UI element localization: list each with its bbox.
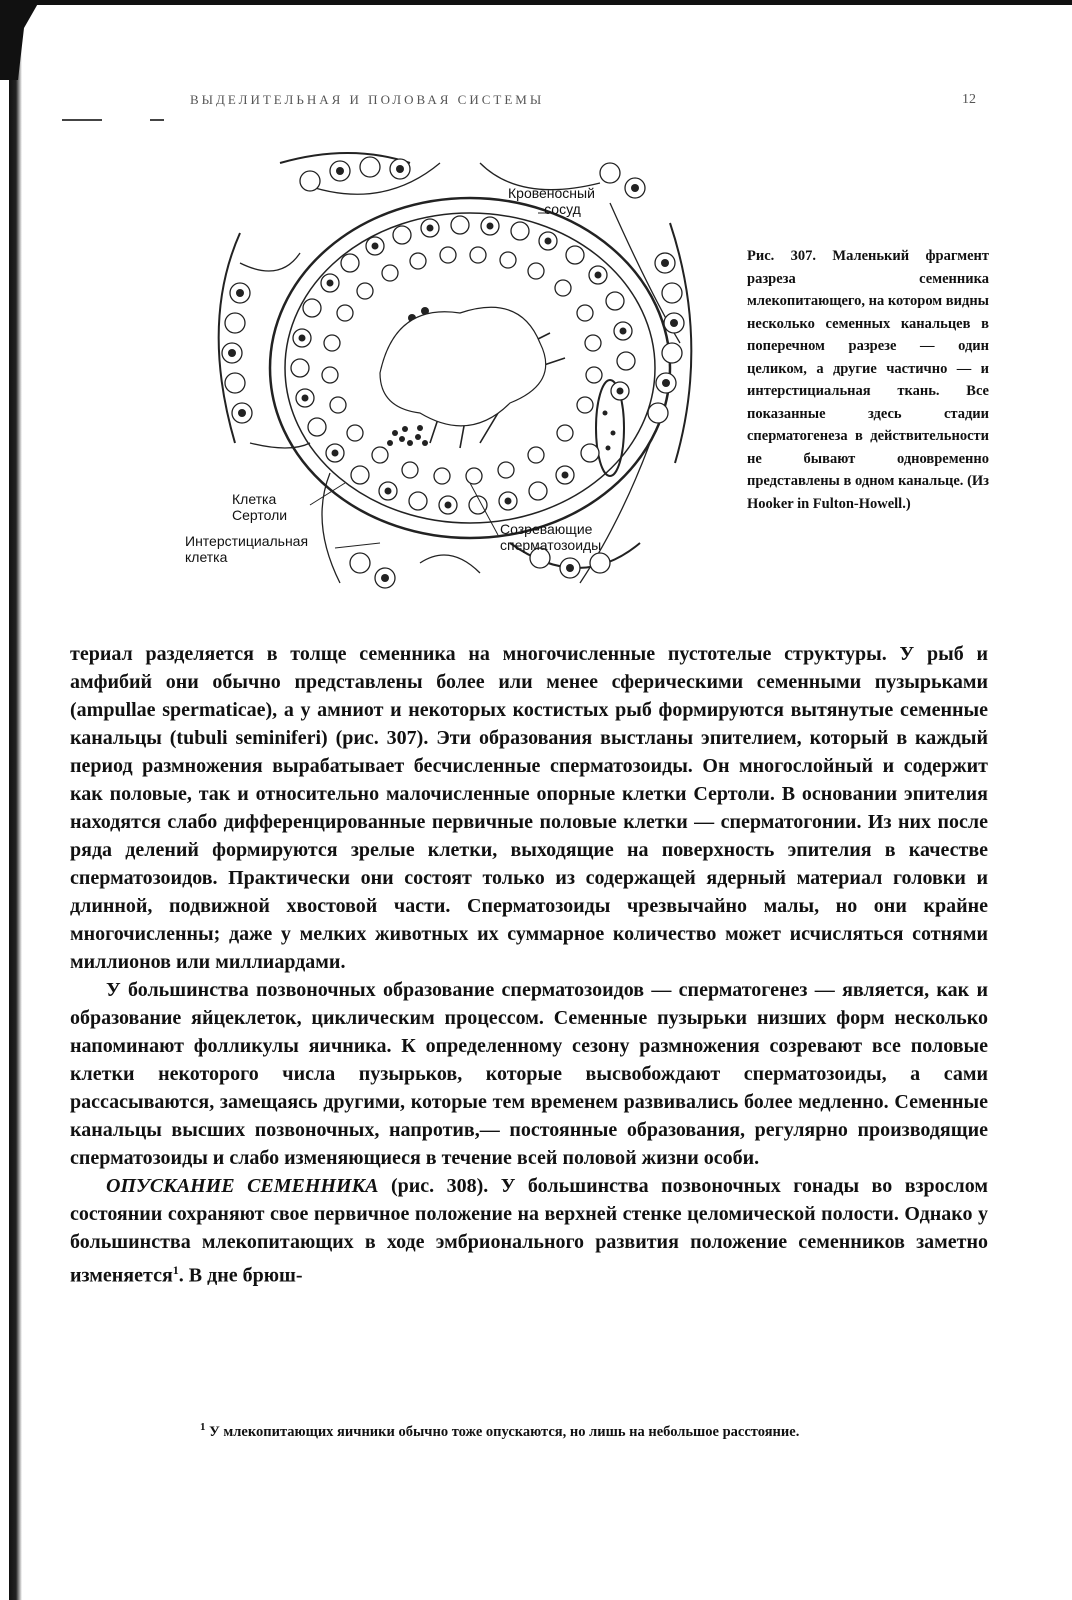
label-line: Клетка — [232, 491, 277, 507]
germ-cell — [470, 247, 486, 263]
label-line: Сертоли — [232, 507, 288, 523]
germ-cell — [648, 403, 668, 423]
scan-border-top — [0, 0, 1072, 5]
germ-cell — [357, 283, 373, 299]
germ-cell — [291, 359, 309, 377]
germ-cell — [617, 352, 635, 370]
germ-cell — [581, 444, 599, 462]
label-line: Интерстициальная — [185, 533, 309, 549]
term: сперматогенез — [678, 979, 808, 1001]
label-blood-vessel — [508, 185, 595, 217]
germ-cell — [372, 447, 388, 463]
germ-cell — [577, 305, 593, 321]
figure-testis-section — [180, 143, 720, 603]
connective-fiber — [250, 443, 310, 448]
footnote-text: У млекопитающих яичники обычно тоже опускаются, но лишь на небольшое расстояние. — [209, 1423, 800, 1440]
germ-cell — [590, 553, 610, 573]
germ-cell — [225, 313, 245, 333]
label-line: клетка — [185, 549, 228, 565]
germ-cell — [466, 468, 482, 484]
germ-cell — [341, 254, 359, 272]
germ-cell — [500, 252, 516, 268]
germ-cell — [528, 263, 544, 279]
footnote-ref: 1 — [172, 1263, 179, 1277]
germ-cell — [434, 468, 450, 484]
running-head: ВЫДЕЛИТЕЛЬНАЯ И ПОЛОВАЯ СИСТЕМЫ — [190, 92, 545, 107]
footnote — [200, 1416, 990, 1443]
germ-cell — [662, 283, 682, 303]
paragraph: ОПУСКАНИЕ СЕМЕННИКА (рис. 308). У большинства позвоночных гонады во взрослом состоянии сохраняют свое первичное положение на верхней стенке целомической полости. Однако у большинства млекопитающих в ходе эмбрионального развития положение семенников заметно изменяется$^1$. В дне брюш- — [70, 1175, 988, 1287]
caption-number: Рис. 307. — [747, 248, 817, 264]
paragraph: У большинства позвоночных образование сперматозоидов — сперматогенез — является, как и образование яйцеклеток, циклическим процессом. Семенные пузырьки низших форм несколько напоминают фолликулы яичника. К определенному сезону размножения созревают все половые клетки некоторого числа пузырьков, которые высвобождают сперматозоиды, а сами рассасываются, замещаясь другими, которые тем временем развивались более медленно. Семенные канальцы высших позвоночных, напротив,— постоянные образования, регулярно производящие сперматозоиды и слабо изменяющиеся в течение всей половой жизни особи. — [70, 979, 988, 1169]
germ-cell — [402, 462, 418, 478]
term: семенные канальцы — [70, 699, 988, 749]
germ-cell — [440, 247, 456, 263]
footnote-mark: 1 — [200, 1421, 206, 1433]
label-line: сперматозоиды — [500, 537, 602, 553]
paragraph: териал разделяется в толще семенника на многочисленные пустотелые структуры. У рыб и амфибий они обычно представлены более или менее сферическими семенными пузырьками (ampullae spermaticae), а у амниот и некоторых костистых рыб формируются вытянутые семенные канальцы (tubuli seminiferi) (рис. 307). Эти образования выстланы эпителием, который в каждый период размножения вырабатывает бесчисленные сперматозоиды. Он многослойный и содержит как половые, так и относительно малочисленные опорные клетки Сертоли. В основании эпителия находятся слабо дифференцированные первичные половые клетки — сперматогонии. Из них после ряда делений формируются зрелые клетки, выходящие на поверхность эпителия в качестве сперматозоидов. Практически они состоят только из содержащей ядерный материал головки и длинной, подвижной хвостовой части. Сперматозоиды чрезвычайно малы, но они крайне многочисленны; даже у мелких животных их суммарное количество может исчисляться сотнями миллионов или миллиардами. — [70, 643, 988, 973]
germ-cell — [555, 280, 571, 296]
germ-cell — [498, 462, 514, 478]
germ-cell — [330, 397, 346, 413]
germ-cell — [337, 305, 353, 321]
label-line: Созревающие — [500, 521, 593, 537]
germ-cell — [322, 367, 338, 383]
page-number: 12 — [962, 92, 976, 107]
germ-cell — [528, 447, 544, 463]
germ-cell — [324, 335, 340, 351]
germ-cell — [303, 299, 321, 317]
germ-cell — [351, 466, 369, 484]
scan-border-left — [0, 0, 22, 1600]
germ-cell — [511, 222, 529, 240]
germ-cell — [606, 292, 624, 310]
label-line: Кровеносный — [508, 185, 595, 201]
germ-cell — [557, 425, 573, 441]
germ-cell — [566, 246, 584, 264]
term: сперматогонии. — [720, 811, 862, 833]
germ-cell — [662, 343, 682, 363]
partial-tubule-top — [280, 153, 410, 163]
figure-caption — [747, 245, 989, 515]
label-line: сосуд — [544, 201, 581, 217]
germ-cell — [382, 265, 398, 281]
germ-cell — [585, 335, 601, 351]
germ-cell — [308, 418, 326, 436]
germ-cell — [600, 163, 620, 183]
term: клетки Сертоли. — [622, 783, 775, 805]
germ-cell — [360, 157, 380, 177]
germ-cell — [577, 397, 593, 413]
leader-line — [335, 543, 380, 548]
germ-cell — [529, 482, 547, 500]
label-maturing-sperm — [500, 521, 601, 553]
germ-cell — [451, 216, 469, 234]
tubule-lumen — [380, 307, 546, 426]
section-heading: ОПУСКАНИЕ СЕМЕННИКА — [106, 1175, 379, 1197]
label-sertoli-cell — [232, 491, 287, 523]
germ-cell — [586, 367, 602, 383]
header-dash — [62, 119, 102, 121]
germ-cell — [225, 373, 245, 393]
caption-text: Маленький фрагмент разреза семенника млекопитающего, на котором видны несколько семенных канальцев в поперечном разрезе — один целиком, а другие частично — и интерстициальная ткань. Все показанные здесь стадии сперматогенеза в действительности не бывают одновременно представлены в одном канальце. (Из Hooker in Fulton-Howell.) — [747, 248, 990, 512]
germ-cell — [393, 226, 411, 244]
connective-fiber — [420, 555, 480, 573]
label-interstitial-cell — [185, 533, 308, 565]
term: семенными пузырьками — [756, 671, 988, 693]
germ-cell — [300, 171, 320, 191]
germ-cell — [410, 253, 426, 269]
germ-cell — [350, 553, 370, 573]
connective-fiber — [240, 253, 300, 271]
header-dash — [150, 119, 164, 121]
germ-cell — [409, 492, 427, 510]
germ-cell — [347, 425, 363, 441]
body-text — [70, 640, 988, 1290]
